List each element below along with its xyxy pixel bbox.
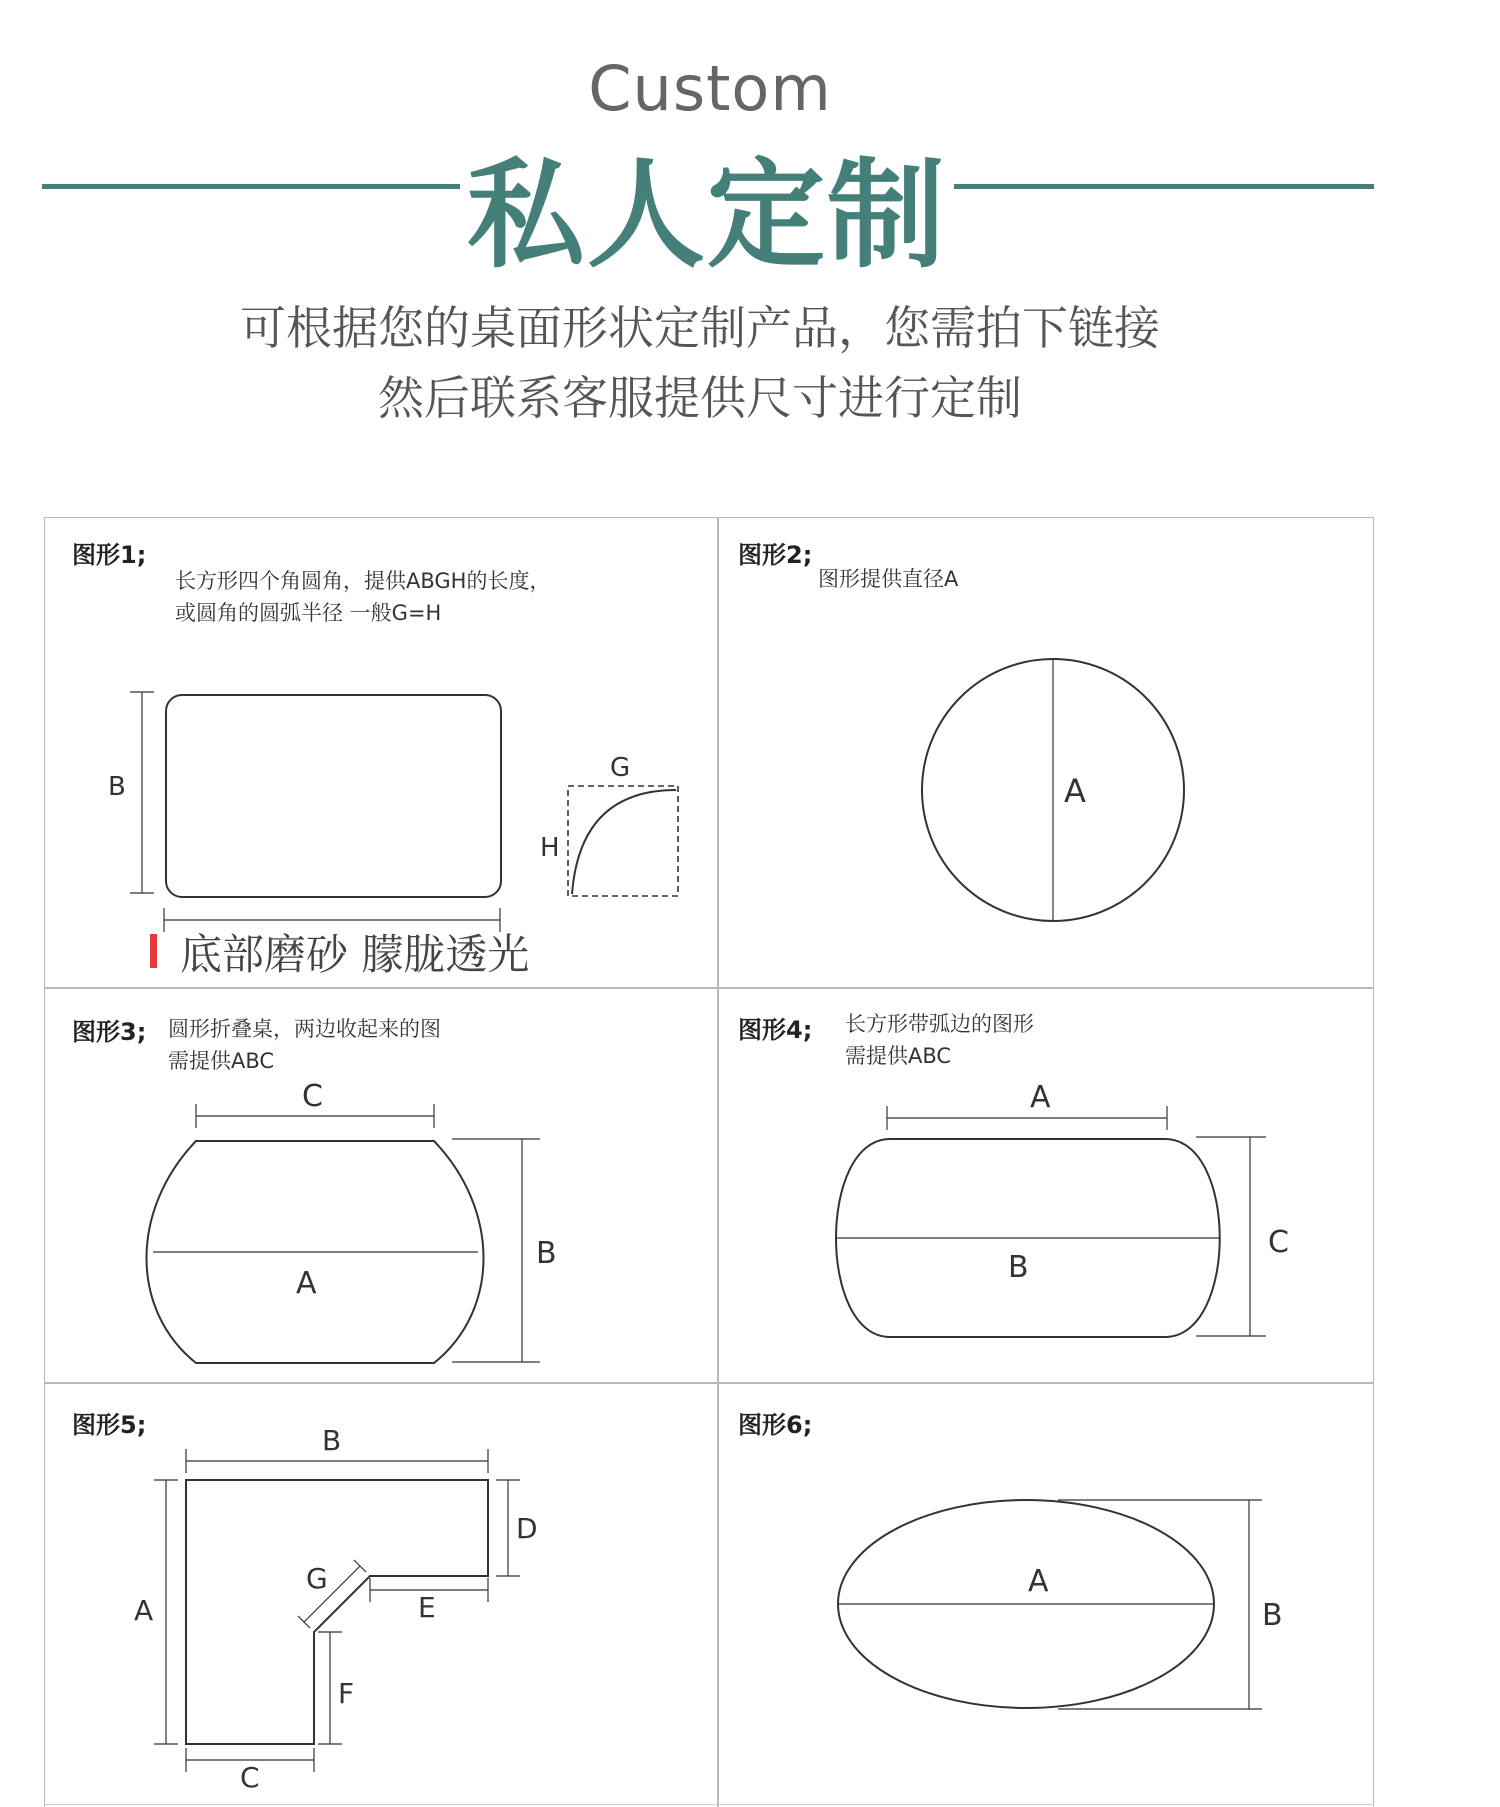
shape-2-note-1: 图形提供直径A (818, 567, 959, 591)
page-title: 私人定制 (466, 146, 947, 284)
dim-label-c: C (240, 1761, 260, 1794)
frost-caption: 底部磨砂 朦胧透光 (180, 930, 530, 979)
shape-6-label: 图形6; (738, 1411, 813, 1439)
subtitle-custom: Custom (588, 52, 832, 125)
dim-label-g: G (306, 1562, 328, 1595)
dim-label-a: A (134, 1594, 154, 1627)
shape-2-label: 图形2; (738, 541, 813, 569)
description-line-1: 可根据您的桌面形状定制产品，您需拍下链接 (240, 301, 1160, 355)
dim-label-a: A (1064, 772, 1086, 810)
dim-label-b: B (1262, 1598, 1283, 1633)
dim-label-a: A (296, 1266, 317, 1301)
shape-3-note-1: 圆形折叠桌，两边收起来的图 (168, 1017, 441, 1041)
rounded-rectangle (166, 695, 501, 897)
shape-3-diagram (147, 1104, 541, 1363)
shape-3-label: 图形3; (72, 1018, 147, 1046)
shape-1-diagram (130, 692, 678, 932)
dim-label-h: H (540, 833, 560, 863)
dim-label-a: A (1030, 1080, 1051, 1115)
dim-label-b: B (322, 1424, 342, 1457)
shape-3-note-2: 需提供ABC (168, 1049, 275, 1073)
shape-4-diagram (836, 1106, 1266, 1337)
corner-arc (572, 790, 676, 894)
shape-1-note-1: 长方形四个角圆角，提供ABGH的长度， (175, 569, 551, 593)
shape-1-note-2: 或圆角的圆弧半径 一般G=H (175, 601, 442, 625)
dim-label-f: F (338, 1677, 355, 1710)
dim-label-a: A (1028, 1564, 1049, 1599)
dim-label-b: B (108, 772, 126, 802)
shape-2-diagram (922, 659, 1184, 921)
shape-5-label: 图形5; (72, 1411, 147, 1439)
shape-4-label: 图形4; (738, 1016, 813, 1044)
dim-label-c: C (302, 1079, 323, 1114)
shape-5-diagram (154, 1449, 520, 1772)
shape-4-note-1: 长方形带弧边的图形 (845, 1012, 1034, 1036)
shape-1-label: 图形1; (72, 541, 147, 569)
shape-4-note-2: 需提供ABC (845, 1044, 952, 1068)
dim-label-b: B (536, 1236, 557, 1271)
description-line-2: 然后联系客服提供尺寸进行定制 (378, 371, 1022, 425)
dim-label-e: E (418, 1591, 436, 1624)
dim-label-c: C (1268, 1225, 1289, 1260)
shape-6-diagram (838, 1500, 1262, 1709)
dim-label-d: D (516, 1512, 538, 1545)
dim-label-b: B (1008, 1250, 1029, 1285)
l-shape-outline (186, 1480, 488, 1744)
dim-label-g: G (610, 753, 631, 783)
